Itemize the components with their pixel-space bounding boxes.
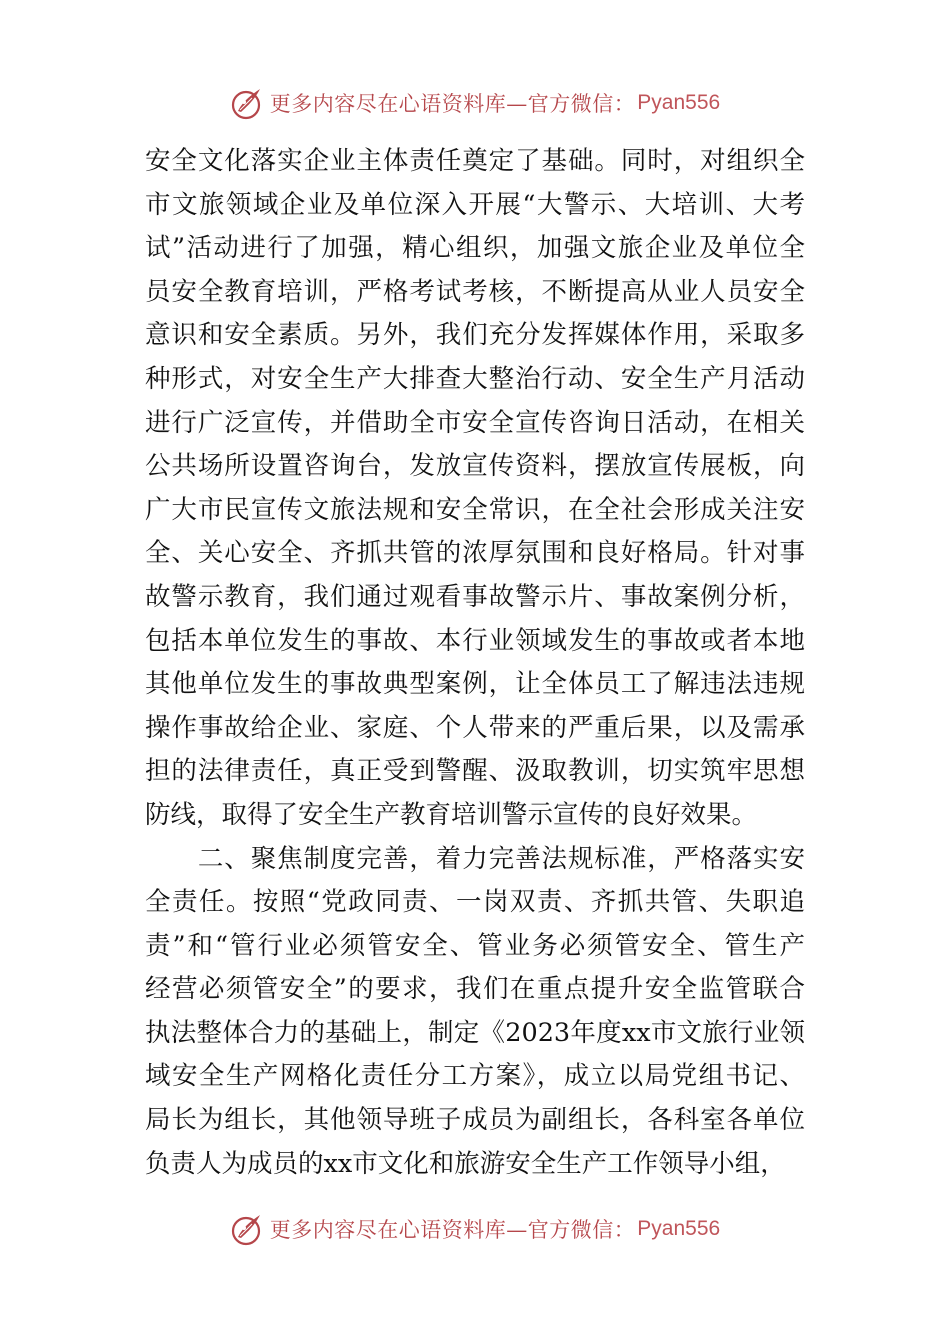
text-line: 其他单位发生的事故典型案例，让全体员工了解违法违规 [145, 669, 805, 700]
footer-watermark [0, 1209, 950, 1249]
text-line: 种形式，对安全生产大排查大整治行动、安全生产月活动 [145, 363, 805, 394]
text-line: 负责人为成员的xx市文化和旅游安全生产工作领导小组， [145, 1148, 786, 1179]
watermark-wechat-id: Pyan556 [637, 91, 721, 114]
watermark-text: 更多内容尽在心语资料库—官方微信： [269, 1218, 636, 1242]
text-line: 安全文化落实企业主体责任奠定了基础。同时，对组织全 [145, 146, 805, 176]
text-line: 员安全教育培训，严格考试考核，不断提高从业人员安全 [145, 276, 805, 307]
text-line: 防线，取得了安全生产教育培训警示宣传的良好效果。 [145, 799, 758, 830]
text-line: 经营必须管安全”的要求，我们在重点提升安全监管联合 [145, 974, 805, 1005]
watermark-wechat-id: Pyan556 [637, 1217, 721, 1240]
text-line: 意识和安全素质。另外，我们充分发挥媒体作用，采取多 [145, 320, 805, 351]
text-line: 全、关心安全、齐抓共管的浓厚氛围和良好格局。针对事 [145, 538, 805, 569]
text-line: 二、聚焦制度完善，着力完善法规标准，严格落实安 [145, 843, 805, 874]
text-line: 局长为组长，其他领导班子成员为副组长，各科室各单位 [145, 1105, 805, 1136]
text-line: 操作事故给企业、家庭、个人带来的严重后果，以及需承 [145, 712, 805, 743]
text-line: 包括本单位发生的事故、本行业领域发生的事故或者本地 [145, 625, 805, 656]
text-line: 市文旅领域企业及单位深入开展“大警示、大培训、大考 [145, 189, 805, 220]
quill-pen-seal-icon [230, 85, 266, 121]
watermark-text: 更多内容尽在心语资料库—官方微信： [269, 92, 636, 116]
text-line: 担的法律责任，真正受到警醒、汲取教训，切实筑牢思想 [145, 756, 805, 787]
text-line: 广大市民宣传文旅法规和安全常识，在全社会形成关注安 [145, 494, 805, 525]
text-line: 域安全生产网格化责任分工方案》，成立以局党组书记、 [145, 1061, 805, 1092]
text-line: 故警示教育，我们通过观看事故警示片、事故案例分析， [145, 581, 805, 612]
text-line: 执法整体合力的基础上，制定《2023年度xx市文旅行业领 [145, 1017, 805, 1048]
text-line: 试”活动进行了加强，精心组织，加强文旅企业及单位全 [145, 233, 805, 264]
quill-pen-seal-icon [230, 1211, 266, 1247]
text-line: 进行广泛宣传，并借助全市安全宣传咨询日活动，在相关 [145, 407, 805, 438]
text-line: 公共场所设置咨询台，发放宣传资料，摆放宣传展板，向 [145, 451, 805, 482]
text-line: 责”和“管行业必须管安全、管业务必须管安全、管生产 [145, 930, 805, 961]
header-watermark [0, 83, 950, 123]
text-line: 全责任。按照“党政同责、一岗双责、齐抓共管、失职追 [145, 887, 805, 918]
document-body [145, 140, 805, 1186]
